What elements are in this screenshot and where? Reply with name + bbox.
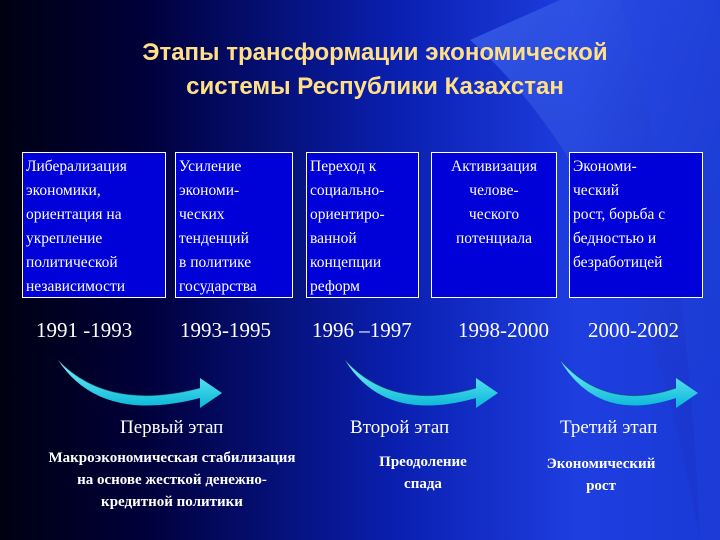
goal-box-2-line: экономи-	[179, 182, 240, 199]
goal-box-5-line: бедностью и	[573, 230, 657, 247]
slide-title-line-1: Этапы трансформации экономической	[142, 39, 608, 66]
goal-box-3-line: реформ	[310, 278, 360, 295]
stage-label-3: Третий этап	[560, 417, 658, 438]
goal-box-1-line: ориентация на	[26, 206, 122, 223]
stage-description-1-line: на основе жесткой денежно-	[77, 472, 267, 488]
slide-title-line-2: системы Республики Казахстан	[186, 73, 564, 100]
goal-box-1-line: Либерализация	[26, 158, 127, 175]
goal-box-1-line: экономики,	[26, 182, 101, 199]
stage-description-2	[348, 451, 498, 495]
goal-box-4-line: ческого	[468, 206, 520, 223]
stage-description-2-line: спада	[404, 476, 442, 492]
stage-description-3-line: рост	[586, 478, 616, 494]
goal-box-1	[22, 152, 166, 298]
goal-box-4-line: Активизация	[451, 158, 537, 175]
goal-box-4-line: потенциала	[455, 230, 532, 247]
goal-box-1-line: укрепление	[26, 230, 103, 247]
goal-box-2-line: ческих	[179, 206, 225, 223]
period-label-3: 1996 –1997	[312, 318, 412, 342]
stage-label-2: Второй этап	[350, 417, 450, 438]
goal-box-1-line: политической	[26, 254, 118, 271]
goal-box-2	[175, 152, 293, 298]
goal-box-4-line: челове-	[469, 182, 519, 199]
stage-description-2-line: Преодоление	[379, 454, 467, 470]
stage-description-1-line: кредитной политики	[101, 494, 243, 510]
curved-arrow-icon	[58, 360, 222, 408]
goal-box-3-line: концепции	[310, 254, 382, 271]
goal-box-5-line: ческий	[573, 182, 620, 199]
stage-label-1: Первый этап	[120, 417, 224, 438]
goal-box-4	[431, 152, 557, 298]
stage-description-3-line: Экономический	[546, 456, 656, 472]
period-label-1: 1991 -1993	[36, 318, 133, 342]
goal-box-5-line: рост, борьба с	[573, 206, 666, 223]
stage-description-1	[2, 447, 342, 513]
goal-box-1-line: независимости	[26, 278, 126, 295]
period-label-4: 1998-2000	[458, 318, 549, 342]
period-label-5: 2000-2002	[588, 318, 679, 342]
stage-arrows	[0, 340, 720, 420]
goal-box-3	[306, 152, 419, 298]
stage-description-3	[516, 453, 686, 497]
goal-box-3-line: ориентиро-	[310, 206, 385, 223]
curved-arrow-icon	[345, 360, 498, 408]
goal-box-2-line: Усиление	[179, 158, 242, 175]
goal-box-2-line: тенденций	[179, 230, 249, 247]
goal-box-2-line: государства	[179, 278, 257, 295]
goal-box-5-line: безработицей	[573, 254, 663, 271]
goal-box-3-line: Переход к	[310, 158, 377, 175]
goal-box-2-line: в политике	[179, 254, 252, 271]
goal-box-3-line: ванной	[310, 230, 357, 247]
goal-box-5-line: Экономи-	[573, 158, 637, 175]
curved-arrow-icon	[560, 360, 698, 408]
slide-title	[70, 36, 680, 104]
goal-box-5	[569, 152, 703, 298]
stage-description-1-line: Макроэкономическая стабилизация	[48, 450, 296, 466]
goal-box-3-line: социально-	[310, 182, 385, 199]
period-label-2: 1993-1995	[180, 318, 271, 342]
